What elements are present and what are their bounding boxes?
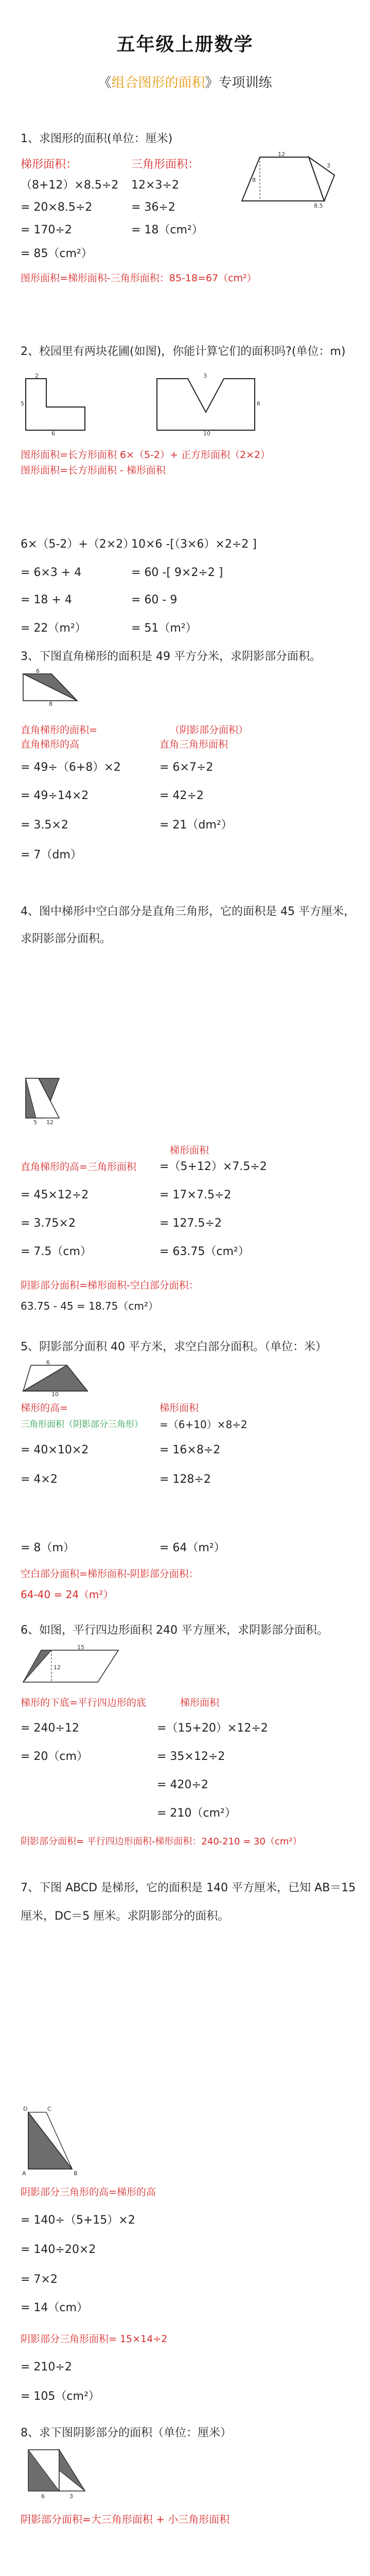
page-title: 五年级上册数学 xyxy=(116,34,254,55)
p2-figure-a xyxy=(21,374,90,435)
p4-answer-1: 阴影部分面积=梯形面积-空白部分面积： xyxy=(21,1280,199,1291)
p2-answer-2: 图形面积=长方形面积 - 梯形面积 xyxy=(21,465,166,476)
subtitle-highlight: 组合图形的面积 xyxy=(111,75,205,91)
p3-fig-label: 8 xyxy=(49,701,52,707)
p7-fig-label: D xyxy=(23,2106,28,2112)
p1-fig-label: 8 xyxy=(252,177,256,183)
problem-4-prompt-2: 求阴影部分面积。 xyxy=(21,933,112,945)
p8-answer: 阴影部分面积=大三角形面积 + 小三角形面积 xyxy=(21,2513,230,2526)
p6-answer: 阴影部分面积= 平行四边形面积-梯形面积：240-210 = 30（cm²） xyxy=(21,1836,302,1847)
p2-col2-line: = 60 -[ 9×2÷2 ] xyxy=(131,566,223,579)
p6-fig-label: 15 xyxy=(77,1644,84,1651)
p7-col2-line: = 105（cm²） xyxy=(21,2390,100,2403)
p2-fig-label: 5 xyxy=(21,400,24,407)
p2-fig-label: 3 xyxy=(203,372,207,379)
p4-col2-line: = 63.75（cm²） xyxy=(160,1245,250,1258)
p2-answer-1: 图形面积=长方形面积 6×（5-2）+ 正方形面积（2×2） xyxy=(21,449,271,461)
p4-col1-line: = 45×12÷2 xyxy=(21,1189,89,1201)
p1-fig-label: 8.5 xyxy=(314,202,323,209)
p5-label-black: =（6+10）×8÷2 xyxy=(160,1418,248,1431)
p1-answer: 图形面积=梯形面积-三角形面积：85-18=67（cm²） xyxy=(21,273,257,284)
p7-col1-line: = 14（cm） xyxy=(21,2301,88,2314)
p1-label-trapezoid: 梯形面积： xyxy=(21,158,78,171)
p6-col1-line: = 20（cm） xyxy=(21,1750,88,1763)
problem-7-prompt: 7、下图 ABCD 是梯形，它的面积是 140 平方厘米，已知 AB＝15 xyxy=(21,1882,356,1894)
p7-fig-label: A xyxy=(22,2170,26,2177)
p6-col2-line: = 35×12÷2 xyxy=(157,1750,225,1763)
p6-label: 梯形的下底=平行四边形的底 xyxy=(21,1697,146,1708)
p1-col1-line: = 85（cm²） xyxy=(21,247,93,260)
p7-fig-label: C xyxy=(47,2106,51,2112)
p4-col1-line: = 3.75×2 xyxy=(21,1217,76,1230)
p5-answer-2: 64-40 = 24（m²） xyxy=(21,1588,114,1601)
p5-figure xyxy=(21,1360,93,1396)
p2-col2-line: = 60 - 9 xyxy=(131,594,178,606)
p3-col1-line: = 49÷14×2 xyxy=(21,789,89,802)
p3-col2-line: = 42÷2 xyxy=(160,789,204,802)
p1-col2-line: = 18（cm²） xyxy=(131,224,203,236)
p5-result-1: = 8（m） xyxy=(21,1541,75,1554)
p3-fig-label: 6 xyxy=(36,668,40,674)
p4-col2-line: = 127.5÷2 xyxy=(160,1217,222,1230)
p7-col1-line: = 140÷（5+15）×2 xyxy=(21,2214,135,2227)
p1-fig-label: 12 xyxy=(278,151,285,158)
p3-label: （阴影部分面积） xyxy=(170,724,249,736)
p1-col2-line: = 36÷2 xyxy=(131,201,175,214)
p2-col1-line: = 18 + 4 xyxy=(21,594,72,606)
p4-figure xyxy=(21,1074,82,1126)
subtitle-open: 《 xyxy=(98,75,112,91)
p4-col1-line: = 7.5（cm） xyxy=(21,1245,92,1258)
p5-label-green: 三角形面积（阴影部分三角形） xyxy=(21,1419,143,1430)
p8-fig-label: 3 xyxy=(69,2493,73,2500)
p3-col1-line: = 7（dm） xyxy=(21,849,82,861)
problem-8-prompt: 8、求下图阴影部分的面积（单位：厘米） xyxy=(21,2427,232,2439)
p7-fig-label: B xyxy=(74,2170,78,2177)
problem-5-prompt: 5、阴影部分面积 40 平方米，求空白部分面积。（单位：米） xyxy=(21,1341,327,1353)
p1-col1-line: （8+12）×8.5÷2 xyxy=(21,179,119,192)
p7-label: 阴影部分三角形的高=梯形的高 xyxy=(21,2187,156,2198)
problem-7-prompt-2: 厘米，DC＝5 厘米。求阴影部分的面积。 xyxy=(21,1910,230,1923)
p5-col2-line: = 128÷2 xyxy=(160,1473,211,1486)
p1-fig-label: 3 xyxy=(327,162,330,169)
p3-figure xyxy=(21,670,82,706)
p4-answer-2: 63.75 - 45 = 18.75（cm²） xyxy=(21,1300,158,1312)
p7-col1-line: = 140÷20×2 xyxy=(21,2243,96,2256)
problem-2-prompt: 2、校园里有两块花圃(如图)，你能计算它们的面积吗?(单位：m) xyxy=(21,345,346,358)
p5-result-2: = 64（m²） xyxy=(160,1541,225,1554)
p7-label-2: 阴影部分三角形面积= 15×14÷2 xyxy=(21,2333,168,2345)
p4-fig-label: 12 xyxy=(46,1119,54,1126)
p5-label: 梯形面积 xyxy=(160,1402,199,1414)
p6-label: 梯形面积 xyxy=(180,1697,220,1708)
p4-fig-label: 5 xyxy=(33,1119,37,1126)
p6-figure xyxy=(21,1646,124,1687)
p2-figure-b xyxy=(152,374,260,435)
p5-col1-line: = 40×10×2 xyxy=(21,1444,89,1456)
p3-col1-line: = 3.5×2 xyxy=(21,819,68,832)
p2-fig-label: 6 xyxy=(51,430,55,437)
p7-col1-line: = 7×2 xyxy=(21,2273,58,2286)
p3-col1-line: = 49÷（6+8）×2 xyxy=(21,761,121,774)
p5-col2-line: = 16×8÷2 xyxy=(160,1444,221,1456)
p3-col2-line: = 21（dm²） xyxy=(160,819,233,832)
p1-col2-line: 12×3÷2 xyxy=(131,179,179,192)
p1-figure xyxy=(237,152,340,209)
p5-col1-line: = 4×2 xyxy=(21,1473,58,1486)
subtitle-close: 》专项训练 xyxy=(205,75,272,91)
p2-col1-line: 6×（5-2）+（2×2） xyxy=(21,538,135,551)
p2-col2-line: = 51（m²） xyxy=(131,622,197,635)
p1-col1-line: = 20×8.5÷2 xyxy=(21,201,93,214)
p7-col2-line: = 210÷2 xyxy=(21,2361,72,2374)
p2-col1-line: = 22（m²） xyxy=(21,622,86,635)
p2-fig-label: 10 xyxy=(203,430,210,437)
problem-6-prompt: 6、如图，平行四边形面积 240 平方厘米，求阴影部分面积。 xyxy=(21,1624,328,1637)
p4-label: 梯形面积 xyxy=(170,1145,209,1156)
p3-label: 直角梯形的面积= xyxy=(21,724,97,736)
p4-label: 直角梯形的高=三角形面积 xyxy=(21,1161,136,1173)
problem-1-prompt: 1、求图形的面积(单位：厘米) xyxy=(21,132,173,145)
p3-label: 直角三角形面积 xyxy=(160,739,228,750)
p8-fig-label: 6 xyxy=(41,2493,45,2500)
p6-col2-line: = 210（cm²） xyxy=(157,1807,236,1820)
p6-col1-line: = 240÷12 xyxy=(21,1722,79,1735)
p5-fig-label: 10 xyxy=(51,1391,59,1398)
p1-col1-line: = 170÷2 xyxy=(21,224,72,236)
p3-col2-line: = 6×7÷2 xyxy=(160,761,214,774)
p5-fig-label: 6 xyxy=(46,1359,50,1366)
p2-fig-label: 6 xyxy=(257,400,260,407)
p1-label-triangle: 三角形面积： xyxy=(131,158,200,171)
problem-4-prompt: 4、图中梯形中空白部分是直角三角形，它的面积是 45 平方厘米， xyxy=(21,905,355,918)
p2-col1-line: = 6×3 + 4 xyxy=(21,566,82,579)
p5-label: 梯形的高= xyxy=(21,1402,68,1414)
p8-figure xyxy=(21,2445,93,2501)
page-subtitle xyxy=(0,72,370,91)
p6-fig-label: 12 xyxy=(54,1664,61,1671)
p2-col2-line: 10×6 -[（3×6）×2÷2 ] xyxy=(131,538,257,551)
p4-col2-line: =（5+12）×7.5÷2 xyxy=(160,1160,267,1173)
p7-figure xyxy=(21,2105,82,2177)
p5-answer-1: 空白部分面积=梯形面积-阴影部分面积： xyxy=(21,1568,199,1580)
p4-col2-line: = 17×7.5÷2 xyxy=(160,1189,232,1201)
p3-label: 直角梯形的高 xyxy=(21,739,80,750)
p6-col2-line: = 420÷2 xyxy=(157,1778,208,1791)
p2-fig-label: 2 xyxy=(35,372,39,379)
p6-col2-line: =（15+20）×12÷2 xyxy=(157,1722,268,1735)
problem-3-prompt: 3、下图直角梯形的面积是 49 平方分米，求阴影部分面积。 xyxy=(21,650,321,663)
